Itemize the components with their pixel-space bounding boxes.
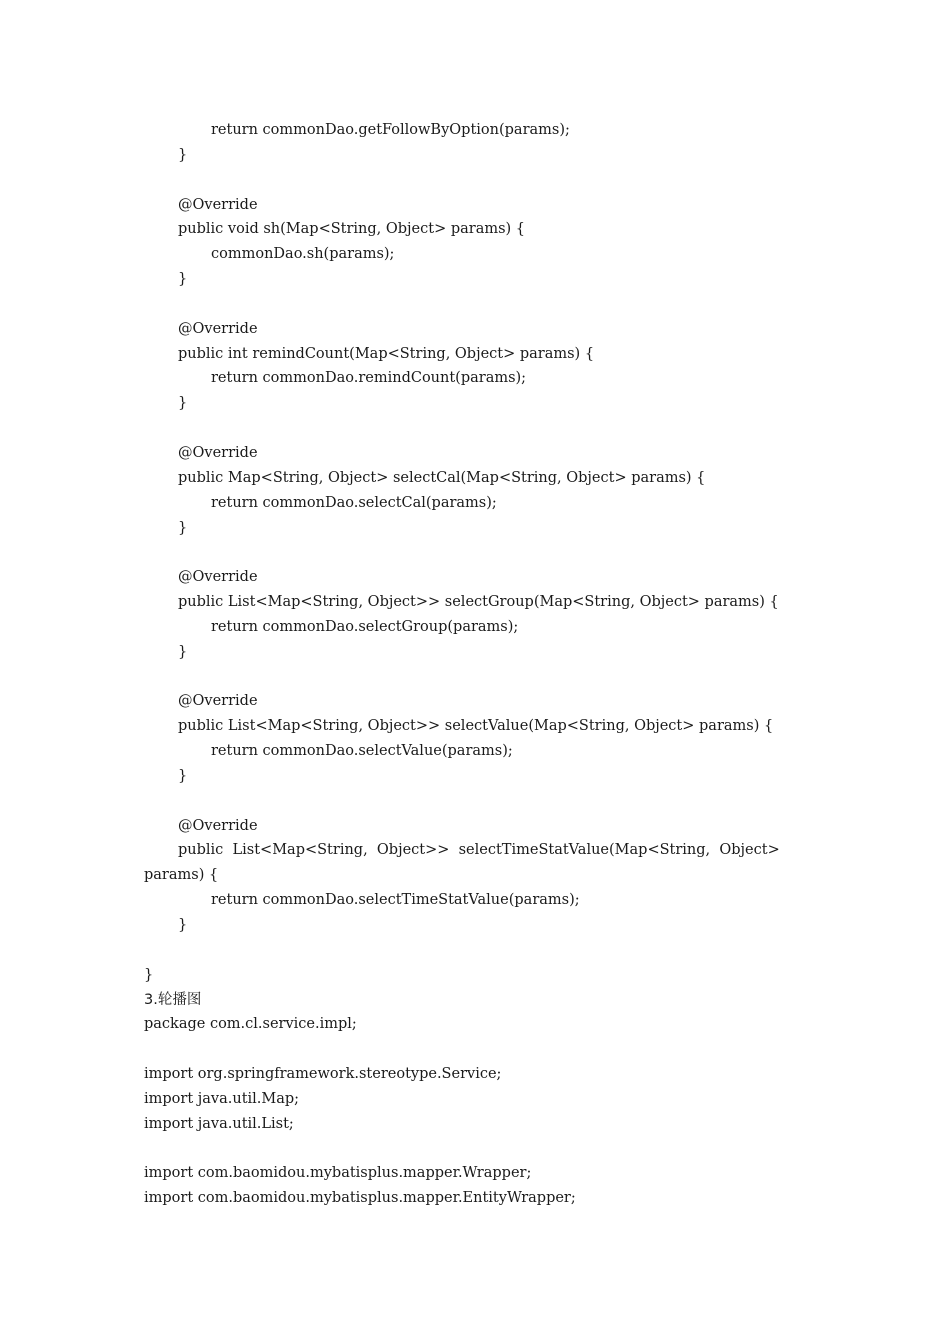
blank-line: [144, 1037, 814, 1062]
code-line: import com.baomidou.mybatisplus.mapper.EntityWrapper;: [144, 1190, 576, 1207]
code-line: import org.springframework.stereotype.Service;: [144, 1066, 502, 1083]
code-line: public Map<String, Object> selectCal(Map<String, Object> params) {: [178, 469, 706, 486]
code-line: return commonDao.remindCount(params);: [211, 370, 527, 387]
code-line: }: [144, 966, 154, 983]
code-line: return commonDao.selectGroup(params);: [211, 618, 519, 635]
code-line: @Override: [178, 569, 258, 586]
code-line: return commonDao.getFollowByOption(params);: [211, 122, 570, 138]
code-line: }: [178, 271, 188, 288]
code-line: }: [178, 146, 188, 163]
code-line: import java.util.Map;: [144, 1090, 300, 1107]
code-line: @Override: [178, 320, 258, 337]
code-line: public List<Map<String, Object>> selectGroup(Map<String, Object> params) {: [178, 594, 779, 611]
code-line: @Override: [178, 693, 258, 710]
code-line: public List<Map<String, Object>> selectTimeStatValue(Map<String, Object>: [178, 842, 780, 859]
code-line: }: [178, 767, 188, 784]
blank-line: [144, 540, 814, 565]
code-line: commonDao.sh(params);: [211, 246, 395, 263]
code-listing: [144, 118, 814, 1211]
code-line: @Override: [178, 817, 258, 834]
blank-line: [144, 168, 814, 193]
code-line: params) {: [144, 867, 219, 884]
code-line: }: [178, 519, 188, 536]
code-line: }: [178, 395, 188, 412]
code-line: import java.util.List;: [144, 1115, 294, 1132]
code-line: return commonDao.selectValue(params);: [211, 743, 513, 760]
code-line: public void sh(Map<String, Object> params) {: [178, 221, 526, 238]
blank-line: [144, 1137, 814, 1162]
code-line: return commonDao.selectTimeStatValue(params);: [211, 892, 580, 909]
code-line: public List<Map<String, Object>> selectValue(Map<String, Object> params) {: [178, 718, 774, 735]
code-line: public int remindCount(Map<String, Object> params) {: [178, 345, 595, 362]
blank-line: [144, 665, 814, 690]
code-line: @Override: [178, 196, 258, 213]
code-line: import com.baomidou.mybatisplus.mapper.Wrapper;: [144, 1165, 532, 1182]
code-line: }: [178, 643, 188, 660]
code-line: }: [178, 917, 188, 933]
blank-line: [144, 292, 814, 317]
section-heading: 3.轮播图: [144, 991, 202, 1008]
blank-line: [144, 938, 814, 963]
code-line: @Override: [178, 444, 258, 461]
blank-line: [144, 789, 814, 814]
code-line: return commonDao.selectCal(params);: [211, 494, 497, 511]
code-line: package com.cl.service.impl;: [144, 1016, 357, 1033]
blank-line: [144, 416, 814, 441]
